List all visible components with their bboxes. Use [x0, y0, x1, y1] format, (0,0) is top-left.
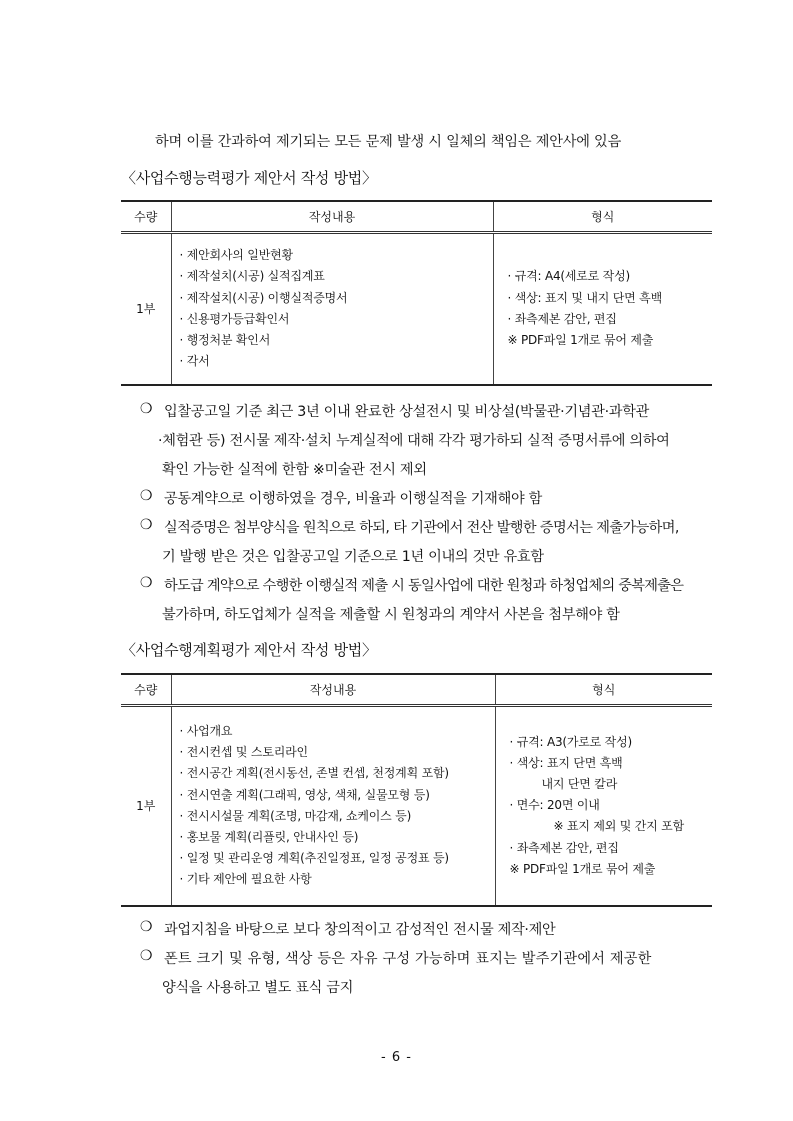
header-qty: 수량	[121, 201, 171, 233]
section1-heading: 〈사업수행능력평가 제안서 작성 방법〉	[121, 169, 377, 187]
format-line: · 색상: 표지 및 내지 단면 흑백	[507, 290, 662, 305]
bullet-text: 과업지침을 바탕으로 보다 창의적이고 감성적인 전시물 제작·제안	[164, 922, 556, 938]
format-line: · 면수: 20면 이내	[509, 798, 600, 813]
bullet-marker: ❍	[140, 517, 153, 533]
header-contents: 작성내용	[171, 674, 495, 706]
page-number: - 6 -	[381, 1050, 412, 1065]
bullet-continuation: ·체험관 등) 전시물 제작·설치 누계실적에 대해 각각 평가하되 실적 증명서류에 의하여	[158, 433, 670, 449]
bullet-text: 공동계약으로 이행하였을 경우, 비율과 이행실적을 기재해야 함	[164, 491, 543, 507]
bullet-marker: ❍	[140, 488, 153, 504]
list-item: · 전시시설물 계획(조명, 마감재, 쇼케이스 등)	[180, 806, 495, 827]
section2-table	[121, 673, 712, 907]
list-item: · 일정 및 관리운영 계획(추진일정표, 일정 공정표 등)	[180, 848, 495, 869]
list-item: · 제안회사의 일반현황	[180, 245, 493, 266]
bullet-text: 실적증명은 첨부양식을 원칙으로 하되, 타 기관에서 전산 발행한 증명서는 제출가능하며,	[164, 520, 679, 536]
bullet-text: 폰트 크기 및 유형, 색상 등은 자유 구성 가능하며 표지는 발주기관에서 제공한	[164, 951, 652, 967]
bullet-marker: ❍	[140, 948, 153, 964]
format-line: ※ PDF파일 1개로 묶어 제출	[507, 332, 654, 347]
bullet-continuation: 양식을 사용하고 별도 표식 금지	[162, 980, 354, 996]
list-item: · 기타 제안에 필요한 사항	[180, 869, 495, 890]
bullet-text: 입찰공고일 기준 최근 3년 이내 완료한 상설전시 및 비상설(박물관·기념관·과학관	[164, 404, 650, 420]
table-header-row	[121, 201, 712, 233]
list-item: · 전시컨셉 및 스토리라인	[180, 742, 495, 763]
bullet-continuation: 기 발행 받은 것은 입찰공고일 기준으로 1년 이내의 것만 유효함	[162, 549, 544, 565]
bullet-text: 하도급 계약으로 수행한 이행실적 제출 시 동일사업에 대한 원청과 하청업체의 중복제출은	[164, 578, 684, 594]
section2-heading: 〈사업수행계획평가 제안서 작성 방법〉	[121, 641, 377, 659]
format-line: · 규격: A4(세로로 작성)	[507, 269, 630, 284]
format-line: · 좌측제본 감안, 편집	[507, 311, 617, 326]
format-cell	[493, 233, 712, 385]
table-row	[121, 233, 712, 385]
format-line: · 규격: A3(가로로 작성)	[509, 734, 632, 749]
bullet-marker: ❍	[140, 919, 153, 935]
list-item: · 홍보물 계획(리플릿, 안내사인 등)	[180, 827, 495, 848]
bullet-marker: ❍	[140, 401, 153, 417]
list-item: · 제작설치(시공) 실적집계표	[180, 266, 493, 287]
list-item: · 전시공간 계획(전시동선, 존별 컨셉, 천정계획 포함)	[180, 763, 495, 784]
format-line: · 좌측제본 감안, 편집	[509, 840, 619, 855]
table-row	[121, 706, 712, 906]
qty-cell: 1부	[121, 233, 171, 385]
list-item: · 신용평가등급확인서	[180, 309, 493, 330]
lead-text: 하며 이를 간과하여 제기되는 모든 문제 발생 시 일체의 책임은 제안사에 있음	[155, 134, 622, 150]
contents-cell	[171, 706, 495, 906]
list-item: · 행정처분 확인서	[180, 330, 493, 351]
section1-table	[121, 200, 712, 386]
qty-cell: 1부	[121, 706, 171, 906]
list-item: · 전시연출 계획(그래픽, 영상, 색채, 실물모형 등)	[180, 785, 495, 806]
format-line: ※ 표지 제외 및 간지 포함	[553, 819, 684, 834]
table-header-row	[121, 674, 712, 706]
list-item: · 각서	[180, 351, 493, 372]
header-contents: 작성내용	[171, 201, 493, 233]
list-item: · 사업개요	[180, 721, 495, 742]
list-item: · 제작설치(시공) 이행실적증명서	[180, 288, 493, 309]
format-line: 내지 단면 칼라	[541, 776, 618, 791]
header-format: 형식	[493, 201, 712, 233]
header-format: 형식	[495, 674, 712, 706]
format-line: ※ PDF파일 1개로 묶어 제출	[509, 861, 656, 876]
format-cell	[495, 706, 712, 906]
header-qty: 수량	[121, 674, 171, 706]
format-line: · 색상: 표지 단면 흑백	[509, 755, 623, 770]
contents-cell	[171, 233, 493, 385]
bullet-continuation: 확인 가능한 실적에 한함 ※미술관 전시 제외	[162, 462, 427, 478]
bullet-marker: ❍	[140, 575, 153, 591]
bullet-continuation: 불가하며, 하도업체가 실적을 제출할 시 원청과의 계약서 사본을 첨부해야 함	[162, 607, 620, 623]
